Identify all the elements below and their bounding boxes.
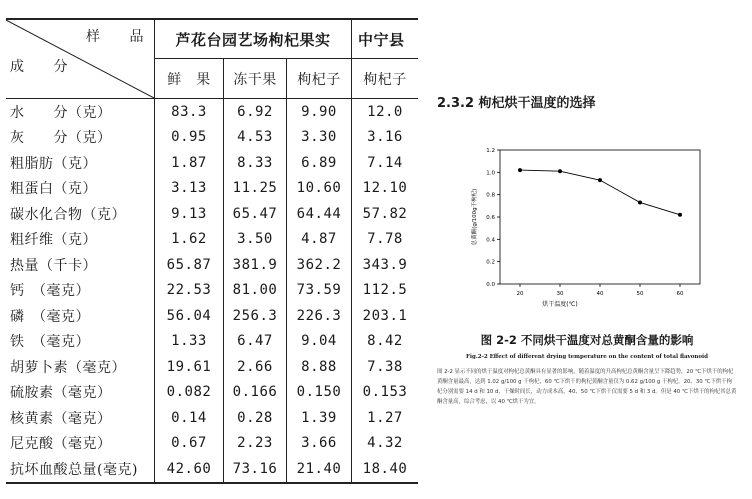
table-cell: 3.30 [287, 125, 352, 151]
table-row [6, 252, 418, 278]
nutrition-table-region [6, 18, 418, 480]
table-cell: 0.082 [155, 380, 224, 406]
table-row [6, 380, 418, 406]
table-cell: 3.66 [287, 431, 352, 457]
data-point [518, 168, 522, 172]
table-cell: 57.82 [352, 201, 419, 227]
row-label: 抗坏血酸总量(毫克) [6, 456, 155, 483]
table-row [6, 99, 418, 125]
table-cell: 0.150 [287, 380, 352, 406]
table-cell: 0.28 [224, 405, 287, 431]
row-label: 胡萝卜素（毫克） [10, 359, 126, 376]
table-cell: 6.89 [287, 150, 352, 176]
table-cell: 73.59 [287, 278, 352, 304]
figure-caption-english: Fig.2-2 Effect of different drying temperature on the content of total flavonoid [465, 354, 708, 360]
table-body [6, 99, 418, 483]
table-cell: 343.9 [352, 252, 419, 278]
corner-component-label: 成 分 [10, 59, 68, 75]
x-axis-label: 烘干温度(℃) [542, 301, 578, 308]
table-cell: 56.04 [155, 303, 224, 329]
table-cell: 4.87 [287, 227, 352, 253]
table-cell: 2.23 [224, 431, 287, 457]
row-label: 尼克酸（毫克） [10, 436, 112, 453]
y-tick-label: 1.2 [486, 148, 495, 154]
table-cell: 64.44 [287, 201, 352, 227]
table-corner-header [6, 19, 155, 99]
table-cell: 9.04 [287, 329, 352, 355]
section-title: 2.3.2 枸杞烘干温度的选择 [437, 96, 596, 111]
table-cell: 8.33 [224, 150, 287, 176]
table-cell: 1.39 [287, 405, 352, 431]
row-label: 碳水化合物（克） [10, 206, 126, 223]
table-cell: 6.47 [224, 329, 287, 355]
x-tick-label: 30 [556, 291, 564, 297]
y-tick-label: 0.2 [486, 259, 495, 266]
table-cell: 381.9 [224, 252, 287, 278]
chart-svg [462, 142, 712, 322]
table-cell: 0.166 [224, 380, 287, 406]
table-row [6, 227, 418, 253]
y-tick-label: 0.6 [486, 215, 495, 221]
row-label: 核黄素（毫克） [10, 410, 112, 427]
y-tick-label: 1.0 [486, 170, 495, 177]
table-cell: 3.16 [352, 125, 419, 151]
table-cell: 18.40 [352, 456, 419, 483]
table-cell: 11.25 [224, 176, 287, 202]
table-cell: 65.47 [224, 201, 287, 227]
corner-sample-label: 样 品 [86, 29, 144, 45]
row-label: 粗纤维（克） [10, 232, 97, 249]
column-header-3: 枸杞子 [287, 59, 352, 99]
table-cell: 2.66 [224, 354, 287, 380]
table-cell: 7.38 [352, 354, 419, 380]
table-cell: 83.3 [155, 99, 224, 125]
table-row [6, 150, 418, 176]
table-cell: 4.32 [352, 431, 419, 457]
row-label: 钙 （毫克） [10, 283, 90, 300]
table-cell: 1.33 [155, 329, 224, 355]
table-cell: 1.62 [155, 227, 224, 253]
group1-header: 芦花台园艺场枸杞果实 [155, 19, 352, 59]
table-row [6, 278, 418, 304]
row-label: 粗蛋白（克） [10, 181, 97, 198]
x-tick-label: 20 [516, 291, 524, 297]
body-paragraph: 图 2-2 显示不同的烘干温度对枸杞总黄酮具有显著的影响，随着温度的升高枸杞总黄酮含量呈下降趋势，20 ℃下烘干的枸杞黄酮含量最高，达到 1.02 g/100 g 干枸杞，60 ℃下烘干的枸杞黄酮含量仅为 0.62 g/100 g 干枸杞。20、30 ℃下烘干枸杞分别需要 14 d 和 10 d，干燥时间长，动力成本高，40、50 ℃下烘干仅需要 5 d 和 3 d。但是 40 ℃下烘干的枸杞其总黄酮含量高，综合考虑，以 40 ℃烘干为宜。 [437, 369, 737, 405]
row-label: 水 分（克） [10, 104, 112, 121]
y-axis-label: 总黄酮(g/100g干枸杞) [472, 188, 478, 246]
table-cell: 3.50 [224, 227, 287, 253]
column-header-4: 枸杞子 [352, 59, 419, 99]
y-tick-label: 0.8 [486, 192, 495, 199]
table-row [6, 405, 418, 431]
table-cell: 0.95 [155, 125, 224, 151]
table-cell: 21.40 [287, 456, 352, 483]
table-row [6, 431, 418, 457]
table-cell: 1.87 [155, 150, 224, 176]
x-tick-label: 50 [636, 291, 644, 297]
table-cell: 8.42 [352, 329, 419, 355]
y-tick-label: 0.0 [486, 282, 495, 288]
line-chart [462, 142, 712, 352]
table-cell: 203.1 [352, 303, 419, 329]
series-line [520, 170, 680, 215]
row-label: 硫胺素（毫克） [10, 385, 112, 402]
table-cell: 65.87 [155, 252, 224, 278]
x-tick-label: 60 [676, 291, 684, 297]
row-label: 热量（千卡） [10, 257, 97, 274]
table-cell: 9.90 [287, 99, 352, 125]
table-cell: 22.53 [155, 278, 224, 304]
table-cell: 73.16 [224, 456, 287, 483]
column-header-1: 鲜 果 [155, 59, 224, 99]
article-panel [437, 92, 737, 405]
table-cell: 0.14 [155, 405, 224, 431]
row-label: 灰 分（克） [10, 130, 112, 147]
table-cell: 81.00 [224, 278, 287, 304]
data-point [558, 169, 562, 173]
nutrition-table [6, 18, 418, 484]
data-point [678, 213, 682, 217]
table-cell: 7.78 [352, 227, 419, 253]
column-header-2: 冻干果 [224, 59, 287, 99]
table-cell: 4.53 [224, 125, 287, 151]
table-cell: 7.14 [352, 150, 419, 176]
table-row [6, 303, 418, 329]
data-point [598, 178, 602, 182]
table-cell: 19.61 [155, 354, 224, 380]
table-cell: 12.0 [352, 99, 419, 125]
table-cell: 0.153 [352, 380, 419, 406]
table-cell: 0.67 [155, 431, 224, 457]
table-row [6, 201, 418, 227]
table-cell: 12.10 [352, 176, 419, 202]
table-row [6, 329, 418, 355]
x-tick-label: 40 [596, 291, 604, 297]
table-cell: 1.27 [352, 405, 419, 431]
y-tick-label: 0.4 [486, 237, 495, 244]
table-cell: 256.3 [224, 303, 287, 329]
row-label: 铁 （毫克） [10, 334, 90, 351]
row-label: 磷 （毫克） [10, 308, 90, 325]
row-label: 粗脂肪（克） [10, 155, 97, 172]
group2-header: 中宁县 [352, 19, 419, 59]
data-point [638, 200, 642, 204]
table-cell: 42.60 [155, 456, 224, 483]
table-cell: 112.5 [352, 278, 419, 304]
table-row [6, 176, 418, 202]
table-row [6, 125, 418, 151]
table-row [6, 354, 418, 380]
table-cell: 362.2 [287, 252, 352, 278]
table-cell: 8.88 [287, 354, 352, 380]
table-cell: 226.3 [287, 303, 352, 329]
table-row [6, 456, 418, 483]
table-cell: 3.13 [155, 176, 224, 202]
table-cell: 10.60 [287, 176, 352, 202]
table-cell: 9.13 [155, 201, 224, 227]
figure-caption: 图 2-2 不同烘干温度对总黄酮含量的影响 [480, 333, 694, 347]
table-cell: 6.92 [224, 99, 287, 125]
